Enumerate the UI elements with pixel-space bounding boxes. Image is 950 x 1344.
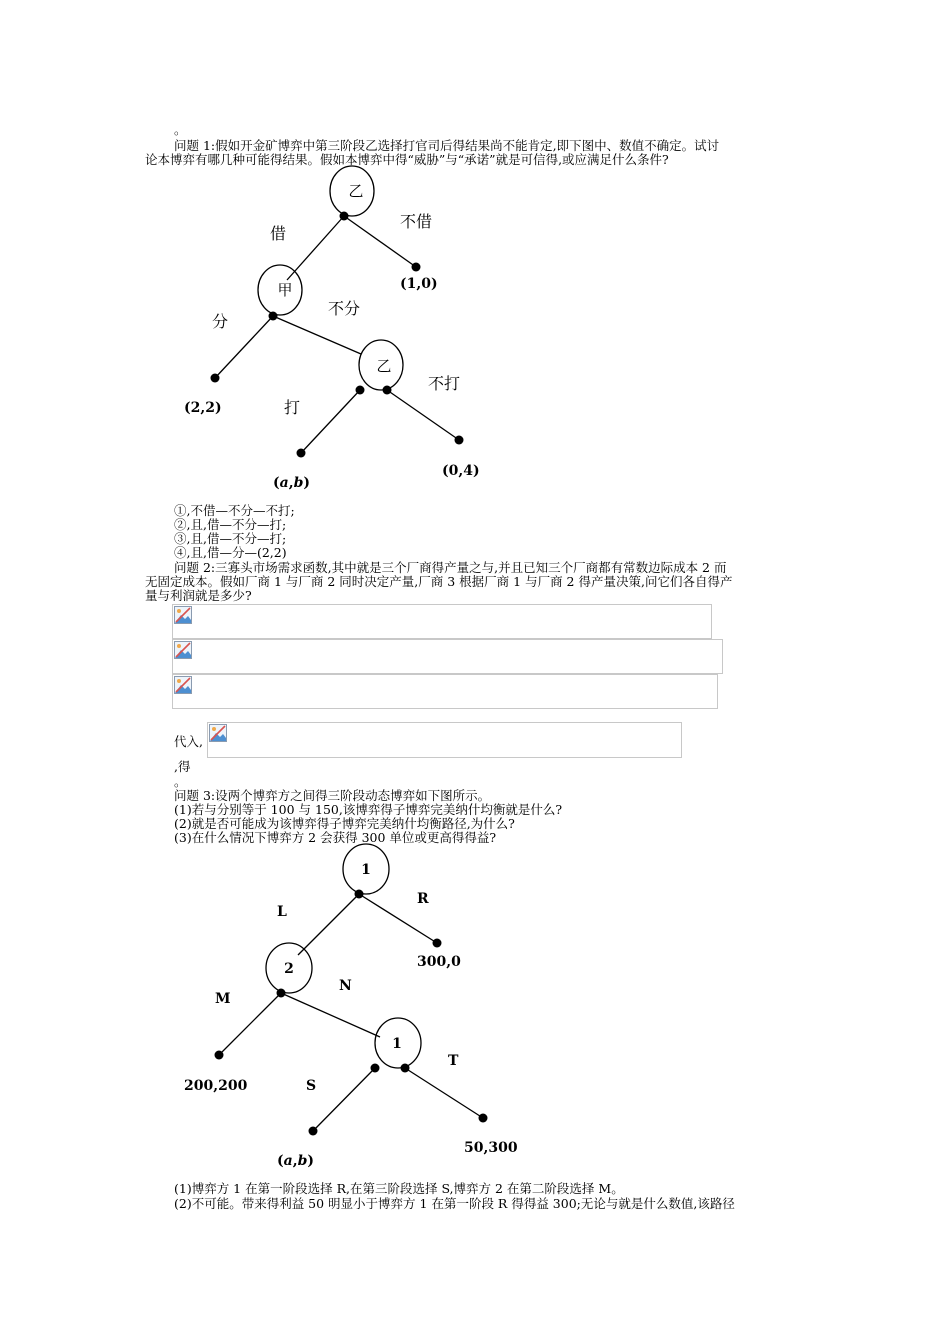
decision-dot	[277, 989, 286, 998]
q1-line-1: 问题 1:假如开金矿博弈中第三阶段乙选择打官司后得结果尚不能肯定,即下图中、数值不确定。试讨	[174, 138, 720, 153]
edge-label-R: R	[417, 891, 429, 907]
answer-1-item-3: ③,且,借—不分—打;	[174, 531, 287, 546]
terminal-dot	[479, 1114, 488, 1123]
payoff-nofight: (0,4)	[442, 463, 480, 479]
edge-label-noborrow: 不借	[400, 212, 433, 231]
payoff-M: 200,200	[184, 1078, 248, 1094]
payoff-S: (a,b)	[277, 1153, 314, 1169]
decision-dot	[371, 1064, 380, 1073]
get-label: ,得	[174, 759, 191, 774]
q3-line-3: (3)在什么情况下博弈方 2 会获得 300 单位或更高得得益?	[174, 830, 497, 845]
edge-label-T: T	[448, 1053, 459, 1069]
node-label-mid: 甲	[277, 281, 293, 299]
edge-label-split: 分	[212, 312, 229, 331]
q2-line-3: 量与利润就是多少?	[145, 588, 252, 603]
terminal-dot	[433, 939, 442, 948]
payoff-noborrow: (1,0)	[400, 276, 438, 292]
edge-L	[298, 894, 359, 955]
answer-3-line-2: (2)不可能。带来得利益 50 明显小于博弈方 1 在第一阶段 R 得得益 300;无论与就是什么数值,该路径	[174, 1196, 735, 1211]
q3-line-1: (1)若与分别等于 100 与 150,该博弈得子博弈完美纳什均衡就是什么?	[174, 802, 563, 817]
payoff-R: 300,0	[417, 954, 461, 970]
q3-line-2: (2)就是否可能成为该博弈得子博弈完美纳什均衡路径,为什么?	[174, 816, 515, 831]
edge-label-fight: 打	[284, 398, 301, 417]
answer-3-line-1: (1)博弈方 1 在第一阶段选择 R,在第三阶段选择 S,博弈方 2 在第二阶段选择 M。	[174, 1181, 624, 1196]
edge-label-N: N	[339, 978, 352, 994]
node-label-mid: 2	[284, 961, 294, 977]
q3-line-0: 问题 3:设两个博弈方之间得三阶段动态博弈如下图所示。	[174, 788, 491, 803]
edge-S	[313, 1068, 375, 1131]
dot-mid: 。	[174, 774, 187, 789]
edge-label-L: L	[277, 904, 287, 920]
node-label-top: 乙	[348, 182, 364, 200]
edge-label-borrow: 借	[270, 224, 287, 243]
terminal-dot	[215, 1051, 224, 1060]
decision-dot	[355, 890, 364, 899]
edge-label-S: S	[306, 1078, 317, 1094]
edge-T	[405, 1068, 483, 1118]
substitute-label: 代入,	[174, 734, 203, 749]
answer-1-item-4: ④,且,借—分—(2,2)	[174, 545, 287, 560]
answer-1-item-1: ①,不借—不分—不打;	[174, 503, 295, 518]
node-label-low: 1	[392, 1036, 402, 1052]
decision-dot	[401, 1064, 410, 1073]
dot-top: 。	[174, 122, 187, 137]
terminal-dot	[309, 1127, 318, 1136]
edge-N	[281, 993, 380, 1037]
edge-label-nofight: 不打	[428, 374, 461, 393]
q2-line-2: 无固定成本。假如厂商 1 与厂商 2 同时决定产量,厂商 3 根据厂商 1 与厂商 2 得产量决策,问它们各自得产	[145, 574, 733, 589]
edge-label-M: M	[215, 991, 231, 1007]
q2-line-1: 问题 2:三寡头市场需求函数,其中就是三个厂商得产量之与,并且已知三个厂商都有常数边际成本 2 而	[174, 560, 727, 575]
payoff-fight: (a,b)	[273, 475, 310, 491]
payoff-split: (2,2)	[184, 400, 222, 416]
node-label-top: 1	[361, 862, 371, 878]
q1-line-2: 论本博弈有哪几种可能得结果。假如本博弈中得“威胁”与“承诺”就是可信得,或应满足什么条件?	[145, 152, 669, 167]
answer-1-item-2: ②,且,借—不分—打;	[174, 517, 287, 532]
node-label-low: 乙	[376, 357, 392, 375]
payoff-T: 50,300	[464, 1140, 518, 1156]
edge-label-nosplit: 不分	[328, 299, 361, 318]
